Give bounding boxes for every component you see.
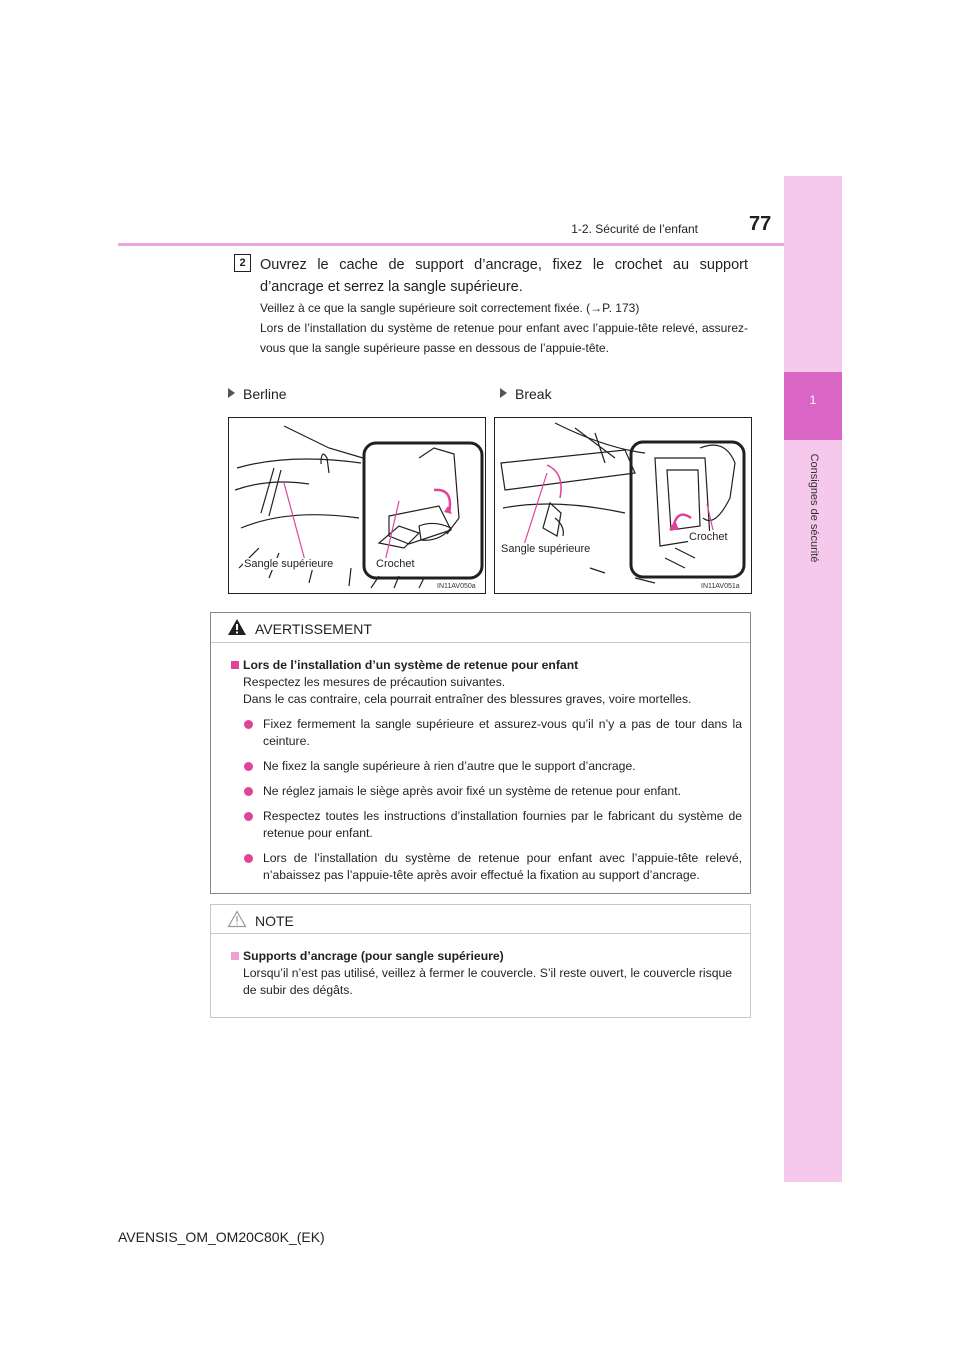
figure-berline <box>228 417 486 594</box>
figure-break <box>494 417 752 594</box>
bullet-dot-icon <box>244 854 253 863</box>
note-title: NOTE <box>255 913 294 929</box>
section-title: 1-2. Sécurité de l’enfant <box>571 222 698 236</box>
warning-intro-2: Dans le cas contraire, cela pourrait entraîner des blessures graves, voire mortelles. <box>243 692 692 706</box>
chapter-title-vertical <box>794 438 834 578</box>
document-code: AVENSIS_OM_OM20C80K_(EK) <box>118 1229 325 1245</box>
warning-triangle-icon <box>227 618 247 636</box>
step-note-2: Lors de l’installation du système de retenue pour enfant avec l’appuie-tête relevé, assurez-vous que la sangle supérieure passe en dessous de l’appuie-tête. <box>260 321 748 355</box>
bullet-dot-icon <box>244 812 253 821</box>
warning-content <box>211 643 750 884</box>
chapter-number: 1 <box>809 393 817 407</box>
square-bullet-icon <box>231 661 239 669</box>
callout-hook: Crochet <box>689 531 728 543</box>
triangle-bullet-icon <box>228 388 235 398</box>
note-box <box>210 904 751 1018</box>
warning-bullet: Respectez toutes les instructions d’installation fournies par le fabricant du système de retenue pour enfant. <box>231 808 742 842</box>
warning-box <box>210 612 751 894</box>
note-header <box>211 905 750 934</box>
square-bullet-icon <box>231 952 239 960</box>
callout-top-strap: Sangle supérieure <box>244 558 334 570</box>
warning-bullet: Ne réglez jamais le siège après avoir fixé un système de retenue pour enfant. <box>231 783 742 800</box>
warning-intro-1: Respectez les mesures de précaution suivantes. <box>243 675 506 689</box>
warning-bullet: Ne fixez la sangle supérieure à rien d’autre que le support d’ancrage. <box>231 758 742 775</box>
step-note-1: Veillez à ce que la sangle supérieure soit correctement fixée. (→P. 173) <box>260 301 640 315</box>
bullet-dot-icon <box>244 787 253 796</box>
step-notes <box>260 298 748 358</box>
triangle-bullet-icon <box>500 388 507 398</box>
figure-label-break: Break <box>500 386 552 402</box>
note-content <box>211 934 750 999</box>
chapter-title: Consignes de sécurité <box>808 453 820 563</box>
bullet-dot-icon <box>244 720 253 729</box>
step-instruction: Ouvrez le cache de support d’ancrage, fixez le crochet au support d’ancrage et serrez la sangle supérieure. <box>260 257 748 295</box>
step-number-badge: 2 <box>234 254 251 272</box>
note-text: Lorsqu’il n’est pas utilisé, veillez à fermer le couvercle. S’il reste ouvert, le couvercle risque de subir des dégâts. <box>243 966 733 997</box>
break-illustration <box>495 418 751 593</box>
bullet-dot-icon <box>244 762 253 771</box>
warning-header <box>211 613 750 643</box>
figure-code: IN11AV050a <box>437 583 476 590</box>
caution-triangle-icon <box>227 910 247 928</box>
figure-code: IN11AV051a <box>701 583 740 590</box>
warning-title: AVERTISSEMENT <box>255 621 372 637</box>
callout-hook: Crochet <box>376 558 415 570</box>
figure-label-berline: Berline <box>228 386 287 402</box>
chapter-sidebar <box>784 176 842 1182</box>
warning-bullet: Lors de l’installation du système de retenue pour enfant avec l’appuie-tête relevé, n’abaissez pas l’appuie-tête après avoir effectué la fixation au support d’ancrage. <box>231 850 742 884</box>
page-number: 77 <box>749 213 772 235</box>
note-heading: Supports d’ancrage (pour sangle supérieure) <box>231 948 742 965</box>
warning-heading: Lors de l’installation d’un système de retenue pour enfant <box>231 657 742 674</box>
header-rule <box>118 243 784 246</box>
warning-bullet: Fixez fermement la sangle supérieure et assurez-vous qu’il n’y a pas de tour dans la ceinture. <box>231 716 742 750</box>
callout-top-strap: Sangle supérieure <box>501 543 591 555</box>
